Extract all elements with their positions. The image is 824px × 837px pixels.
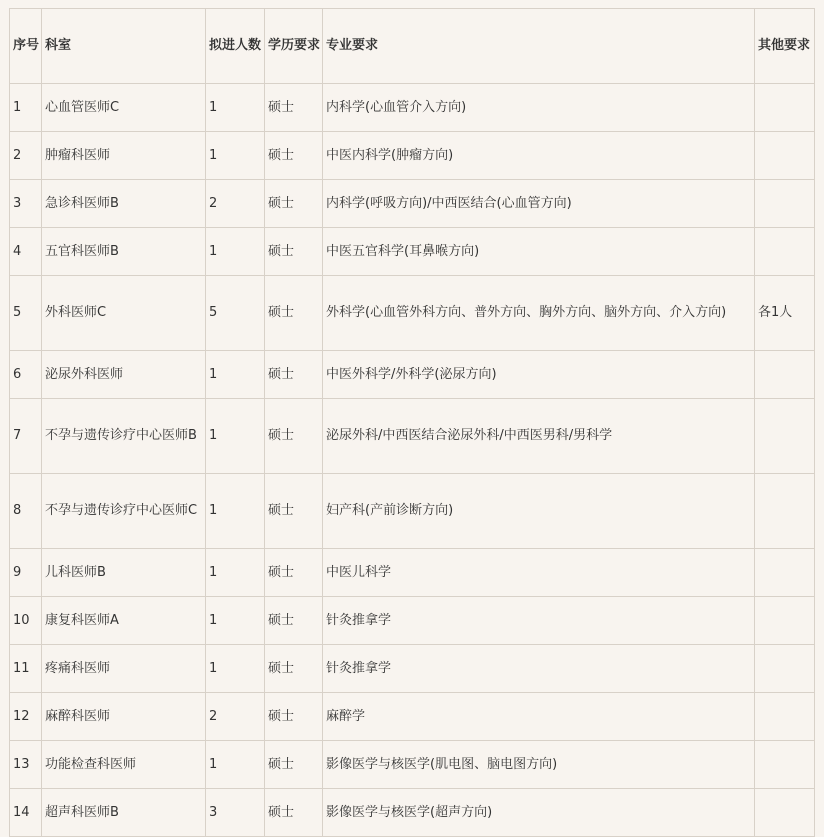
cell-dept: 急诊科医师B — [42, 180, 206, 228]
cell-count: 1 — [206, 132, 265, 180]
cell-no: 2 — [10, 132, 42, 180]
table-row — [10, 645, 815, 693]
cell-count: 1 — [206, 351, 265, 399]
cell-dept: 外科医师C — [42, 276, 206, 351]
cell-no: 12 — [10, 693, 42, 741]
cell-count: 1 — [206, 645, 265, 693]
cell-no: 7 — [10, 399, 42, 474]
cell-dept: 肿瘤科医师 — [42, 132, 206, 180]
cell-count: 1 — [206, 84, 265, 132]
table-row — [10, 84, 815, 132]
cell-count: 2 — [206, 180, 265, 228]
cell-count: 1 — [206, 549, 265, 597]
cell-no: 6 — [10, 351, 42, 399]
cell-no: 11 — [10, 645, 42, 693]
cell-major: 内科学(呼吸方向)/中西医结合(心血管方向) — [323, 180, 755, 228]
cell-dept: 康复科医师A — [42, 597, 206, 645]
cell-major: 影像医学与核医学(超声方向) — [323, 789, 755, 837]
cell-other — [755, 645, 815, 693]
table-row — [10, 597, 815, 645]
cell-no: 1 — [10, 84, 42, 132]
table-row — [10, 474, 815, 549]
cell-edu: 硕士 — [265, 228, 323, 276]
cell-major: 内科学(心血管介入方向) — [323, 84, 755, 132]
table-header-row — [10, 9, 815, 84]
cell-no: 5 — [10, 276, 42, 351]
cell-major: 妇产科(产前诊断方向) — [323, 474, 755, 549]
cell-edu: 硕士 — [265, 549, 323, 597]
cell-other — [755, 741, 815, 789]
table-row — [10, 228, 815, 276]
cell-count: 1 — [206, 597, 265, 645]
header-no: 序号 — [10, 9, 42, 84]
cell-other — [755, 399, 815, 474]
cell-dept: 功能检查科医师 — [42, 741, 206, 789]
cell-no: 3 — [10, 180, 42, 228]
cell-dept: 不孕与遗传诊疗中心医师C — [42, 474, 206, 549]
cell-edu: 硕士 — [265, 741, 323, 789]
cell-major: 针灸推拿学 — [323, 597, 755, 645]
cell-edu: 硕士 — [265, 693, 323, 741]
recruitment-table — [9, 8, 815, 837]
cell-count: 1 — [206, 399, 265, 474]
table-row — [10, 549, 815, 597]
cell-edu: 硕士 — [265, 597, 323, 645]
recruitment-table-container — [9, 8, 815, 837]
cell-no: 14 — [10, 789, 42, 837]
cell-count: 1 — [206, 228, 265, 276]
cell-count: 3 — [206, 789, 265, 837]
cell-other — [755, 132, 815, 180]
cell-edu: 硕士 — [265, 180, 323, 228]
cell-dept: 疼痛科医师 — [42, 645, 206, 693]
table-row — [10, 180, 815, 228]
cell-other — [755, 180, 815, 228]
cell-major: 泌尿外科/中西医结合泌尿外科/中西医男科/男科学 — [323, 399, 755, 474]
header-edu: 学历要求 — [265, 9, 323, 84]
cell-no: 10 — [10, 597, 42, 645]
cell-major: 中医儿科学 — [323, 549, 755, 597]
cell-other — [755, 789, 815, 837]
cell-other — [755, 228, 815, 276]
cell-count: 1 — [206, 474, 265, 549]
cell-edu: 硕士 — [265, 399, 323, 474]
cell-no: 13 — [10, 741, 42, 789]
cell-other — [755, 474, 815, 549]
cell-no: 9 — [10, 549, 42, 597]
cell-dept: 麻醉科医师 — [42, 693, 206, 741]
table-row — [10, 789, 815, 837]
header-count: 拟进人数 — [206, 9, 265, 84]
table-row — [10, 276, 815, 351]
cell-no: 4 — [10, 228, 42, 276]
cell-edu: 硕士 — [265, 789, 323, 837]
table-row — [10, 693, 815, 741]
header-dept: 科室 — [42, 9, 206, 84]
cell-count: 2 — [206, 693, 265, 741]
table-row — [10, 132, 815, 180]
cell-major: 影像医学与核医学(肌电图、脑电图方向) — [323, 741, 755, 789]
cell-count: 1 — [206, 741, 265, 789]
cell-dept: 超声科医师B — [42, 789, 206, 837]
cell-edu: 硕士 — [265, 276, 323, 351]
cell-major: 中医外科学/外科学(泌尿方向) — [323, 351, 755, 399]
cell-count: 5 — [206, 276, 265, 351]
cell-major: 麻醉学 — [323, 693, 755, 741]
cell-other — [755, 693, 815, 741]
cell-edu: 硕士 — [265, 351, 323, 399]
header-major: 专业要求 — [323, 9, 755, 84]
cell-edu: 硕士 — [265, 84, 323, 132]
cell-dept: 心血管医师C — [42, 84, 206, 132]
cell-major: 中医内科学(肿瘤方向) — [323, 132, 755, 180]
cell-edu: 硕士 — [265, 132, 323, 180]
cell-edu: 硕士 — [265, 474, 323, 549]
cell-major: 中医五官科学(耳鼻喉方向) — [323, 228, 755, 276]
cell-other — [755, 549, 815, 597]
cell-dept: 不孕与遗传诊疗中心医师B — [42, 399, 206, 474]
cell-dept: 泌尿外科医师 — [42, 351, 206, 399]
cell-major: 外科学(心血管外科方向、普外方向、胸外方向、脑外方向、介入方向) — [323, 276, 755, 351]
cell-edu: 硕士 — [265, 645, 323, 693]
cell-dept: 儿科医师B — [42, 549, 206, 597]
table-row — [10, 399, 815, 474]
header-other: 其他要求 — [755, 9, 815, 84]
table-row — [10, 741, 815, 789]
cell-other — [755, 597, 815, 645]
cell-major: 针灸推拿学 — [323, 645, 755, 693]
cell-other — [755, 84, 815, 132]
table-row — [10, 351, 815, 399]
cell-other — [755, 351, 815, 399]
cell-no: 8 — [10, 474, 42, 549]
cell-other: 各1人 — [755, 276, 815, 351]
cell-dept: 五官科医师B — [42, 228, 206, 276]
